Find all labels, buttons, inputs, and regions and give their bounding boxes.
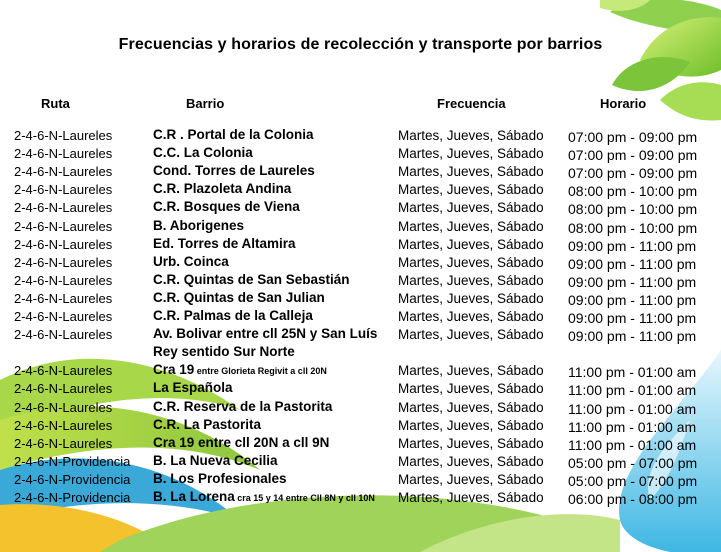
horario-cell: 08:00 pm - 10:00 pm <box>568 219 698 236</box>
frecuencia-cell: Martes, Jueves, Sábado <box>398 146 544 162</box>
horario-cell: 05:00 pm - 07:00 pm <box>568 472 698 489</box>
barrio-cell: Urb. Coinca <box>153 253 229 269</box>
frecuencia-cell: Martes, Jueves, Sábado <box>398 435 544 451</box>
horario-cell: 08:00 pm - 10:00 pm <box>568 183 698 200</box>
frecuencia-cell: Martes, Jueves, Sábado <box>398 327 544 343</box>
barrio-cell: C.R. Palmas de la Calleja <box>153 308 313 323</box>
barrio-note: entre Glorieta Regivit a cll 20N <box>194 366 327 377</box>
page-title: Frecuencias y horarios de recolección y transporte por barrios <box>118 36 603 53</box>
frecuencia-cell: Martes, Jueves, Sábado <box>398 218 544 234</box>
horario-cell: 09:00 pm - 11:00 pm <box>568 328 697 345</box>
ruta-cell: 2-4-6-N-Laureles <box>14 363 113 379</box>
ruta-cell: 2-4-6-N-Laureles <box>14 218 113 234</box>
frecuencia-cell: Martes, Jueves, Sábado <box>398 363 544 379</box>
frecuencia-cell: Martes, Jueves, Sábado <box>398 200 544 216</box>
ruta-cell: 2-4-6-N-Laureles <box>14 164 113 180</box>
frecuencia-cell: Martes, Jueves, Sábado <box>398 490 544 505</box>
frecuencia-cell: Martes, Jueves, Sábado <box>398 309 544 324</box>
header-horario: Horario <box>600 96 647 111</box>
header-frecuencia: Frecuencia <box>437 96 506 111</box>
ruta-cell: 2-4-6-N-Providencia <box>14 471 131 487</box>
horario-cell: 07:00 pm - 09:00 pm <box>568 129 698 145</box>
barrio-cell: C.R. Quintas de San Sebastián <box>153 271 350 287</box>
frecuencia-cell: Martes, Jueves, Sábado <box>398 399 544 415</box>
barrio-cell: Cra 19 entre Glorieta Regivit a cll 20N <box>153 362 327 378</box>
ruta-cell: 2-4-6-N-Laureles <box>14 272 113 288</box>
barrio-cell: C.R. Quintas de San Julian <box>153 289 325 305</box>
ruta-cell: 2-4-6-N-Laureles <box>14 128 113 143</box>
frecuencia-cell: Martes, Jueves, Sábado <box>398 254 544 270</box>
ruta-cell: 2-4-6-N-Laureles <box>14 399 113 415</box>
header-ruta: Ruta <box>41 96 70 111</box>
horario-cell: 11:00 pm - 01:00 am <box>568 382 697 399</box>
frecuencia-cell: Martes, Jueves, Sábado <box>398 236 544 252</box>
barrio-cell: B. La Lorena cra 15 y 14 entre Cll 8N y cll 10N <box>153 489 375 504</box>
ruta-cell: 2-4-6-N-Laureles <box>14 236 113 252</box>
ruta-cell: 2-4-6-N-Laureles <box>14 146 113 162</box>
frecuencia-cell: Martes, Jueves, Sábado <box>398 272 544 288</box>
ruta-cell: 2-4-6-N-Laureles <box>14 327 113 343</box>
barrio-cell: B. Los Profesionales <box>153 470 287 486</box>
ruta-cell: 2-4-6-N-Laureles <box>14 381 113 397</box>
barrio-cell: C.R. La Pastorita <box>153 416 262 432</box>
horario-cell: 09:00 pm - 11:00 pm <box>568 273 697 290</box>
ruta-cell: 2-4-6-N-Providencia <box>14 453 131 469</box>
horario-cell: 11:00 pm - 01:00 am <box>568 400 697 417</box>
horario-cell: 05:00 pm - 07:00 pm <box>568 454 698 471</box>
ruta-cell: 2-4-6-N-Laureles <box>14 309 113 324</box>
barrio-cell: La Española <box>153 380 233 396</box>
barrio-cell: Ed. Torres de Altamira <box>153 235 296 251</box>
frecuencia-cell: Martes, Jueves, Sábado <box>398 417 544 433</box>
frecuencia-cell: Martes, Jueves, Sábado <box>398 182 544 198</box>
horario-cell: 11:00 pm - 01:00 am <box>568 436 697 453</box>
ruta-cell: 2-4-6-N-Providencia <box>14 490 131 505</box>
horario-cell: 08:00 pm - 10:00 pm <box>568 201 698 218</box>
ruta-cell: 2-4-6-N-Laureles <box>14 254 113 270</box>
barrio-cell: C.R. Reserva de la Pastorita <box>153 398 333 414</box>
horario-cell: 11:00 pm - 01:00 am <box>568 364 697 381</box>
frecuencia-cell: Martes, Jueves, Sábado <box>398 164 544 180</box>
frecuencia-cell: Martes, Jueves, Sábado <box>398 453 544 469</box>
barrio-cell: C.R . Portal de la Colonia <box>153 127 314 142</box>
barrio-cell: Cra 19 entre cll 20N a cll 9N <box>153 434 330 450</box>
barrio-cell: C.R. Bosques de Viena <box>153 199 300 215</box>
frecuencia-cell: Martes, Jueves, Sábado <box>398 381 544 397</box>
ruta-cell: 2-4-6-N-Laureles <box>14 200 113 216</box>
ruta-cell: 2-4-6-N-Laureles <box>14 435 113 451</box>
barrio-cell: B. Aborigenes <box>153 217 245 233</box>
horario-cell: 07:00 pm - 09:00 pm <box>568 165 698 182</box>
horario-cell: 09:00 pm - 11:00 pm <box>568 291 697 308</box>
frecuencia-cell: Martes, Jueves, Sábado <box>398 471 544 487</box>
barrio-cell: Cond. Torres de Laureles <box>153 163 315 179</box>
ruta-cell: 2-4-6-N-Laureles <box>14 182 113 198</box>
horario-cell: 11:00 pm - 01:00 am <box>568 418 697 435</box>
barrio-cell: C.R. Plazoleta Andina <box>153 181 292 197</box>
horario-cell: 09:00 pm - 11:00 pm <box>568 310 697 326</box>
horario-cell: 07:00 pm - 09:00 pm <box>568 147 698 164</box>
header-barrio: Barrio <box>186 96 225 111</box>
barrio-cell: Rey sentido Sur Norte <box>153 344 295 360</box>
horario-cell: 06:00 pm - 08:00 pm <box>568 491 698 507</box>
frecuencia-cell: Martes, Jueves, Sábado <box>398 128 544 143</box>
barrio-cell: Av. Bolivar entre cll 25N y San Luís <box>153 326 378 342</box>
ruta-cell: 2-4-6-N-Laureles <box>14 290 113 306</box>
barrio-cell: B. La Nueva Cecilia <box>153 452 278 468</box>
barrio-cell: C.C. La Colonia <box>153 145 253 161</box>
ruta-cell: 2-4-6-N-Laureles <box>14 417 113 433</box>
barrio-note: cra 15 y 14 entre Cll 8N y cll 10N <box>234 493 375 503</box>
horario-cell: 09:00 pm - 11:00 pm <box>568 237 697 254</box>
horario-cell: 09:00 pm - 11:00 pm <box>568 255 697 272</box>
frecuencia-cell: Martes, Jueves, Sábado <box>398 290 544 306</box>
